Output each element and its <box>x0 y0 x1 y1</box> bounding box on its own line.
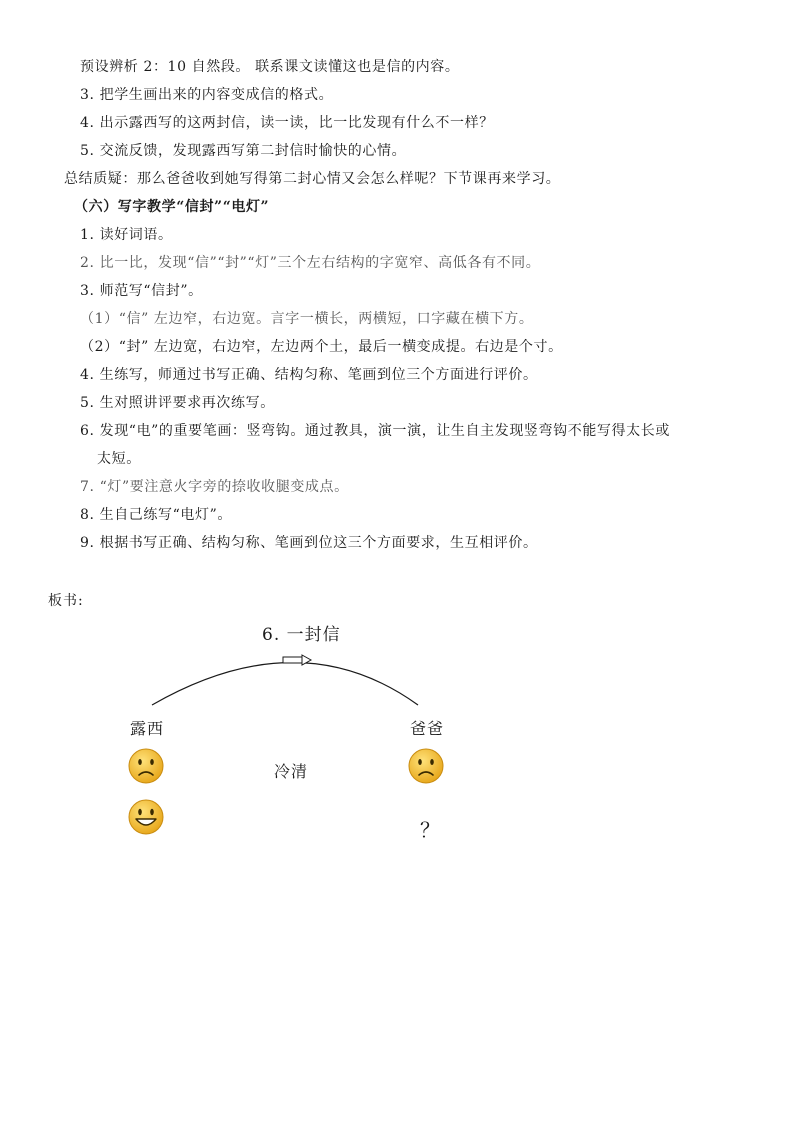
text-line-11: （2）“封” 左边宽，右边窄，左边两个土，最后一横变成提。右边是个寸。 <box>80 339 563 355</box>
text-line-12: 4. 生练写，师通过书写正确、结构匀称、笔画到位三个方面进行评价。 <box>80 367 538 383</box>
summary-line: 总结质疑：那么爸爸收到她写得第二封心情又会怎么样呢？下节课再来学习。 <box>64 171 561 187</box>
text-line-10: （1）“信” 左边窄，右边宽。言字一横长，两横短，口字藏在横下方。 <box>80 311 534 327</box>
smile-face-icon <box>129 800 163 834</box>
text-line-14: 6. 发现“电”的重要笔画：竖弯钩。通过教具，演一演，让生自主发现竖弯钩不能写得太长或 <box>80 423 670 439</box>
text-line-4: 5. 交流反馈，发现露西写第二封信时愉快的心情。 <box>80 143 407 159</box>
board-label: 板书: <box>48 593 84 609</box>
middle-word: 冷清 <box>274 762 309 781</box>
text-line-7: 1. 读好词语。 <box>80 227 173 243</box>
text-line-13: 5. 生对照讲评要求再次练写。 <box>80 395 275 411</box>
section-heading: （六）写字教学“信封”“电灯” <box>74 199 270 215</box>
sad-face-icon <box>129 749 163 783</box>
text-line-1: 预设辨析 2：10 自然段。 联系课文读懂这也是信的内容。 <box>80 59 460 75</box>
text-line-16: 7. “灯”要注意火字旁的捺收收腿变成点。 <box>80 479 349 495</box>
text-line-18: 9. 根据书写正确、结构匀称、笔画到位这三个方面要求，生互相评价。 <box>80 535 538 551</box>
text-line-8: 2. 比一比，发现“信”“封”“灯”三个左右结构的字宽窄、高低各有不同。 <box>80 255 541 271</box>
text-line-2: 3. 把学生画出来的内容变成信的格式。 <box>80 87 334 103</box>
question-mark: ？ <box>420 818 441 842</box>
text-line-9: 3. 师范写“信封”。 <box>80 283 203 299</box>
right-name: 爸爸 <box>410 719 445 738</box>
left-name: 露西 <box>130 719 165 738</box>
text-line-3: 4. 出示露西写的这两封信，读一读，比一比发现有什么不一样？ <box>80 115 494 131</box>
relationship-arc <box>152 663 418 706</box>
board-title: 6. 一封信 <box>262 625 341 645</box>
sad-face-icon <box>409 749 443 783</box>
text-line-17: 8. 生自己练写“电灯”。 <box>80 507 232 523</box>
text-line-15: 太短。 <box>97 451 141 467</box>
